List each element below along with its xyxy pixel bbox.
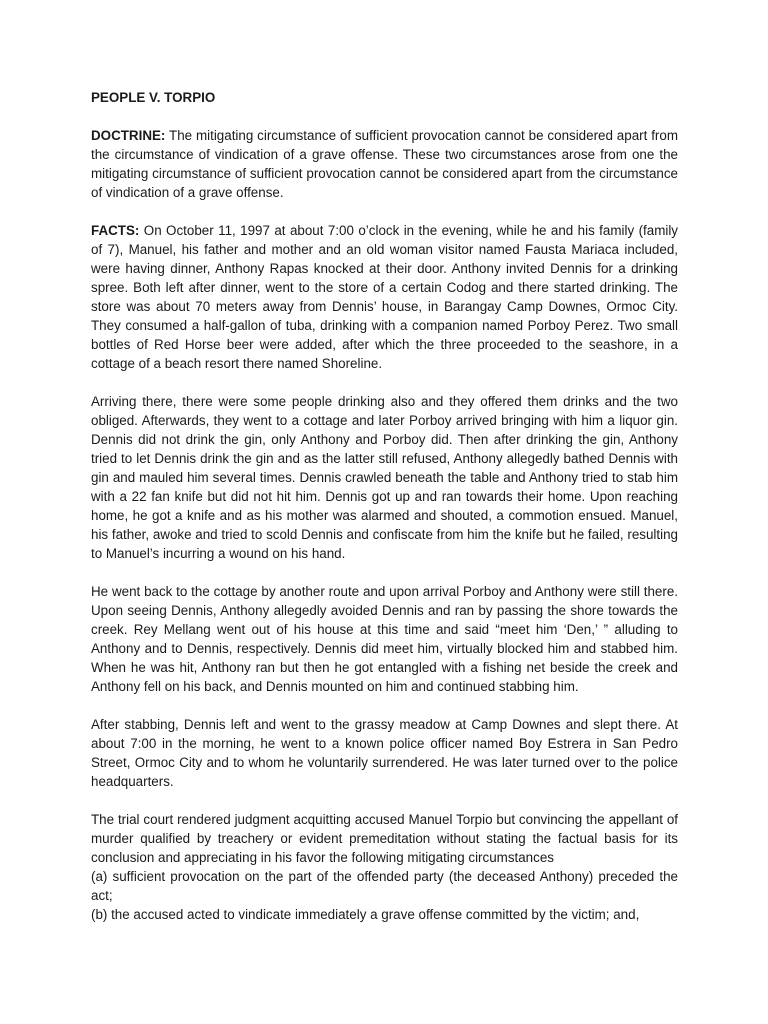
document-page [91, 88, 678, 924]
paragraph-arrival: Arriving there, there were some people drinking also and they offered them drinks and the two obliged. Afterwards, they went to a cottage and later Porboy arrived bringing with him a liquor gin. Dennis did not drink the gin, only Anthony and Porboy did. Then after drinking the gin, Anthony tried to let Dennis drink the gin and as the latter still refused, Anthony allegedly bathed Dennis with gin and mauled him several times. Dennis crawled beneath the table and Anthony tried to stab him with a 22 fan knife but did not hit him. Dennis got up and ran towards their home. Upon reaching home, he got a knife and as his mother was alarmed and shouted, a commotion ensued. Manuel, his father, awoke and tried to scold Dennis and confiscate from him the knife but he failed, resulting to Manuel’s incurring a wound on his hand. [91, 394, 678, 561]
doctrine-paragraph [91, 126, 678, 202]
doctrine-label: DOCTRINE: [91, 128, 166, 143]
paragraph-trial-court: The trial court rendered judgment acquitting accused Manuel Torpio but convincing the appellant of murder qualified by treachery or evident premeditation without stating the factual basis for its conclusion and appreciating in his favor the following mitigating circumstances [91, 812, 678, 865]
document-title: PEOPLE V. TORPIO [91, 90, 216, 105]
mitigating-item-b: (b) the accused acted to vindicate immediately a grave offense committed by the victim; and, [91, 907, 640, 922]
facts-paragraph [91, 221, 678, 373]
paragraph-surrender: After stabbing, Dennis left and went to the grassy meadow at Camp Downes and slept there. At about 7:00 in the morning, he went to a known police officer named Boy Estrera in San Pedro Street, Ormoc City and to whom he voluntarily surrendered. He was later turned over to the police headquarters. [91, 717, 678, 789]
mitigating-item-a: (a) sufficient provocation on the part of the offended party (the deceased Anthony) preceded the act; [91, 869, 678, 903]
facts-text: On October 11, 1997 at about 7:00 o’clock in the evening, while he and his family (family of 7), Manuel, his father and mother and an old woman visitor named Fausta Mariaca included, were having dinner, Anthony Rapas knocked at their door. Anthony invited Dennis for a drinking spree. Both left after dinner, went to the store of a certain Codog and there started drinking. The store was about 70 meters away from Dennis’ house, in Barangay Camp Downes, Ormoc City. They consumed a half-gallon of tuba, drinking with a companion named Porboy Perez. Two small bottles of Red Horse beer were added, after which the three proceeded to the seashore, in a cottage of a beach resort there named Shoreline. [91, 223, 678, 371]
facts-label: FACTS: [91, 223, 140, 238]
paragraph-return: He went back to the cottage by another route and upon arrival Porboy and Anthony were still there. Upon seeing Dennis, Anthony allegedly avoided Dennis and ran by passing the shore towards the creek. Rey Mellang went out of his house at this time and said “meet him ‘Den,’ ” alluding to Anthony and to Dennis, respectively. Dennis did meet him, virtually blocked him and stabbed him. When he was hit, Anthony ran but then he got entangled with a fishing net beside the creek and Anthony fell on his back, and Dennis mounted on him and continued stabbing him. [91, 584, 678, 694]
doctrine-text: The mitigating circumstance of sufficient provocation cannot be considered apart from the circumstance of vindication of a grave offense. These two circumstances arose from one the mitigating circumstance of sufficient provocation cannot be considered apart from the circumstance of vindication of a grave offense. [91, 128, 678, 200]
